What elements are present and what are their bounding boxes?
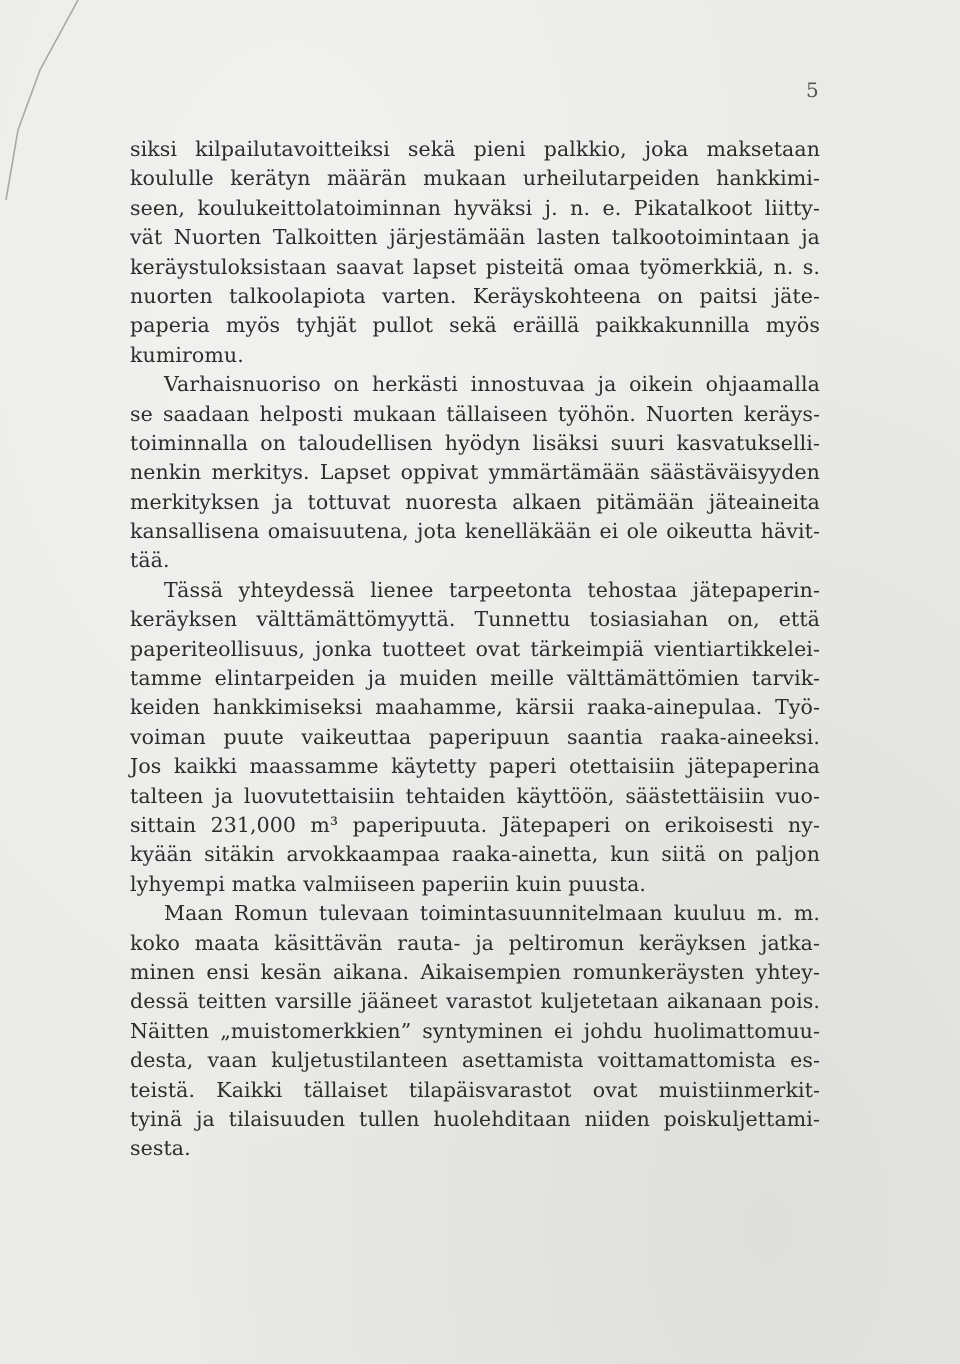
text-line: merkityksen ja tottuvat nuoresta alkaen pitämään jäteaineita bbox=[130, 489, 820, 514]
text-line: lyhyempi matka valmiiseen paperiin kuin puusta. bbox=[130, 871, 647, 896]
text-line: Tässä yhteydessä lienee tarpeetonta tehostaa jätepaperin- bbox=[164, 577, 820, 602]
text-line: Jos kaikki maassamme käytetty paperi otettaisiin jätepaperina bbox=[130, 754, 820, 779]
text-line: kumiromu. bbox=[130, 342, 244, 367]
text-line: tamme elintarpeiden ja muiden meille välttämättömien tarvik- bbox=[130, 666, 820, 691]
text-line: tää. bbox=[130, 548, 170, 573]
text-line: koko maata käsittävän rauta- ja peltiromun keräyksen jatka- bbox=[130, 930, 820, 955]
text-line: seen, koulukeittolatoiminnan hyväksi j. n. e. Pikatalkoot liitty- bbox=[130, 195, 820, 220]
text-line: sittain 231,000 m³ paperipuuta. Jätepaperi on erikoisesti ny- bbox=[130, 812, 820, 837]
text-line: siksi kilpailutavoitteiksi sekä pieni palkkio, joka maksetaan bbox=[130, 137, 820, 161]
text-line: nenkin merkitys. Lapset oppivat ymmärtämään säästäväisyyden bbox=[130, 460, 820, 485]
text-line: koululle kerätyn määrän mukaan urheilutarpeiden hankkimi- bbox=[130, 166, 820, 191]
text-line: Varhaisnuoriso on herkästi innostuvaa ja oikein ohjaamalla bbox=[164, 372, 820, 397]
body-text bbox=[130, 135, 820, 1164]
text-line: Näitten „muistomerkkien” syntyminen ei johdu huolimattomuu- bbox=[130, 1018, 820, 1043]
text-line: kansallisena omaisuutena, jota kenelläkään ei ole oikeutta hävit- bbox=[130, 519, 820, 544]
text-line: kyään sitäkin arvokkaampaa raaka-ainetta, kun siitä on paljon bbox=[130, 842, 820, 867]
page-number: 5 bbox=[806, 78, 819, 102]
text-line: se saadaan helposti mukaan tällaiseen työhön. Nuorten keräys- bbox=[130, 401, 820, 426]
text-line: vät Nuorten Talkoitten järjestämään lasten talkootoimintaan ja bbox=[130, 225, 820, 250]
text-line: Maan Romun tulevaan toimintasuunnitelmaan kuuluu m. m. bbox=[164, 901, 820, 926]
text-line: nuorten talkoolapiota varten. Keräyskohteena on paitsi jäte- bbox=[130, 283, 820, 308]
text-line: desta, vaan kuljetustilanteen asettamista voittamattomista es- bbox=[130, 1048, 820, 1073]
text-line: tyinä ja tilaisuuden tullen huolehditaan niiden poiskuljettami- bbox=[130, 1106, 820, 1131]
text-line: voiman puute vaikeuttaa paperipuun saantia raaka-aineeksi. bbox=[130, 724, 820, 749]
text-line: paperiteollisuus, jonka tuotteet ovat tärkeimpiä vientiartikkelei- bbox=[130, 636, 820, 661]
paper-crease-mark bbox=[0, 0, 120, 240]
text-line: keiden hankkimiseksi maahamme, kärsii raaka-ainepulaa. Työ- bbox=[130, 695, 820, 720]
text-line: teistä. Kaikki tällaiset tilapäisvarastot ovat muistiinmerkit- bbox=[130, 1077, 820, 1102]
text-line: talteen ja luovutettaisiin tehtaiden käyttöön, säästettäisiin vuo- bbox=[130, 783, 820, 808]
text-line: minen ensi kesän aikana. Aikaisempien romunkeräysten yhtey- bbox=[130, 959, 820, 984]
text-line: keräyksen välttämättömyyttä. Tunnettu tosiasiahan on, että bbox=[130, 607, 820, 632]
text-line: keräystuloksistaan saavat lapset pisteitä omaa työmerkkiä, n. s. bbox=[130, 254, 820, 279]
text-line: sesta. bbox=[130, 1136, 191, 1161]
text-line: paperia myös tyhjät pullot sekä eräillä paikkakunnilla myös bbox=[130, 313, 820, 338]
text-line: dessä teitten varsille jääneet varastot kuljetetaan aikanaan pois. bbox=[130, 989, 820, 1014]
text-line: toiminnalla on taloudellisen hyödyn lisäksi suuri kasvatukselli- bbox=[130, 430, 820, 455]
